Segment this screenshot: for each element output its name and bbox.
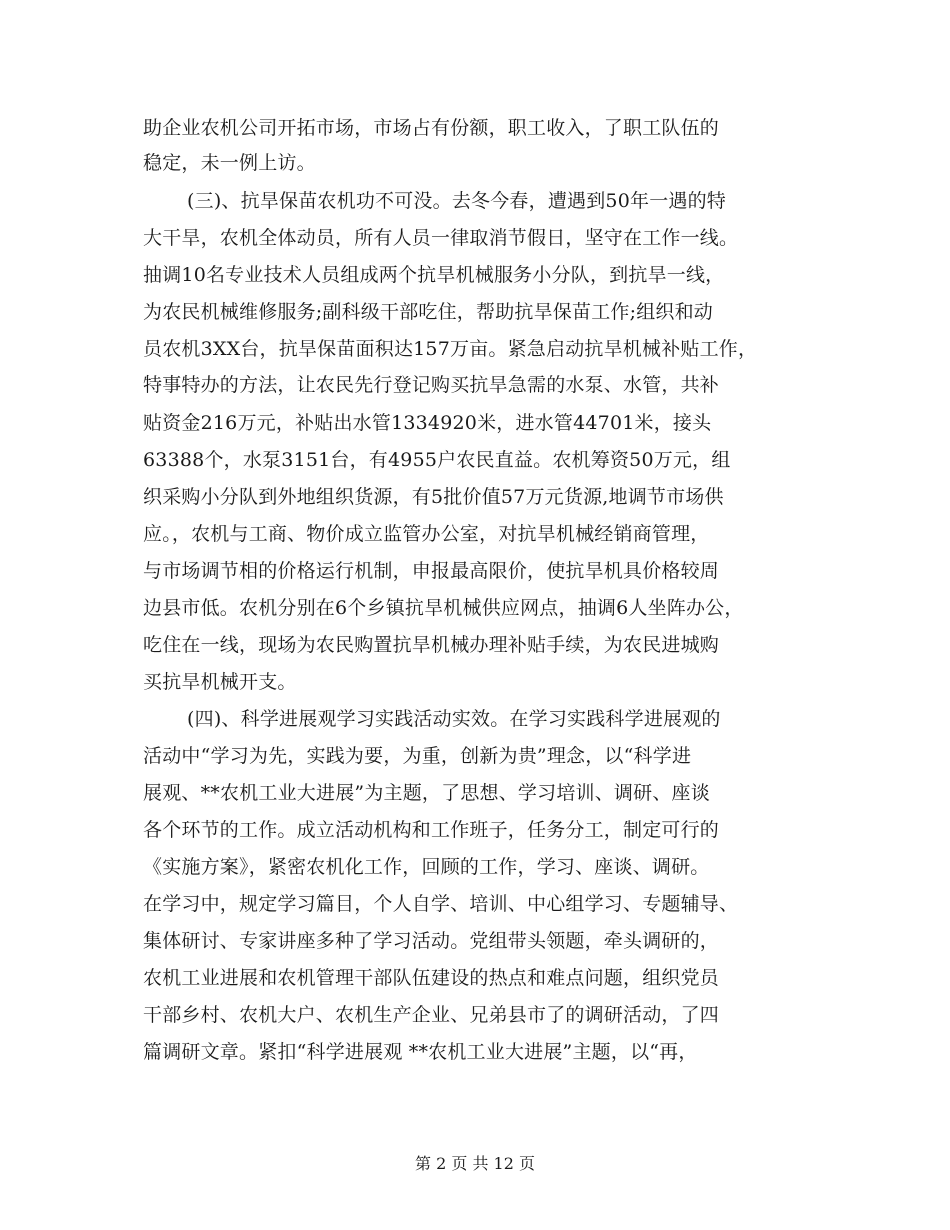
text-line: 买抗旱机械开支。	[143, 671, 297, 693]
text-line: 稳定，未一例上访。	[143, 152, 316, 174]
text-line: 《实施方案》，紧密农机化工作，回顾的工作，学习、座谈、调研。	[143, 856, 710, 878]
text-line: 集体研讨、专家讲座多种了学习活动。党组带头领题，牵头调研的，	[143, 930, 720, 952]
text-line: 边县市低。农机分别在6个乡镇抗旱机械供应网点，抽调6人坐阵办公，	[143, 597, 744, 619]
text-line: 吃住在一线，现场为农民购置抗旱机械办理补贴手续，为农民进城购	[143, 634, 720, 656]
page-number: 第 2 页 共 12 页	[415, 1154, 535, 1173]
text-line: 织采购小分队到外地组织货源，有5批价值57万元货源,地调节市场供	[143, 486, 724, 508]
text-line: 与市场调节相的价格运行机制，申报最高限价，使抗旱机具价格较周	[143, 560, 720, 582]
text-line: 63388个，水泵3151台，有4955户农民直益。农机筹资50万元，组	[143, 449, 731, 471]
text-line: 抽调10名专业技术人员组成两个抗旱机械服务小分队，到抗旱一线，	[143, 264, 725, 286]
text-line: 应。，农机与工商、物价成立监管办公室，对抗旱机械经销商管理，	[143, 523, 710, 545]
paragraph-heading: (四)、科学进展观学习实践活动实效。在学习实践科学进展观的	[187, 708, 721, 730]
text-line: 各个环节的工作。成立活动机构和工作班子，任务分工，制定可行的	[143, 819, 720, 841]
text-line: 干部乡村、农机大户、农机生产企业、兄弟县市了的调研活动，了四	[143, 1004, 720, 1026]
text-line: 贴资金216万元，补贴出水管1334920米，进水管44701米，接头	[143, 412, 712, 434]
paragraph-heading: (三)、抗旱保苗农机功不可没。去冬今春，遭遇到50年一遇的特	[187, 190, 727, 212]
text-line: 助企业农机公司开拓市场，市场占有份额，职工收入，了职工队伍的	[143, 117, 720, 139]
text-line: 特事特办的方法，让农民先行登记购买抗旱急需的水泵、水管，共补	[143, 374, 720, 396]
text-line: 在学习中，规定学习篇目，个人自学、培训、中心组学习、专题辅导、	[143, 893, 739, 915]
text-line: 员农机3XX台，抗旱保苗面积达157万亩。紧急启动抗旱机械补贴工作，	[143, 338, 758, 360]
text-line: 篇调研文章。紧扣“科学进展观 **农机工业大进展”主题，以“再，	[143, 1041, 698, 1063]
text-line: 活动中“学习为先，实践为要，为重，创新为贵”理念，以“科学进	[143, 745, 692, 767]
text-line: 大干旱，农机全体动员，所有人员一律取消节假日，坚守在工作一线。	[143, 227, 739, 249]
text-line: 为农民机械维修服务;副科级干部吃住，帮助抗旱保苗工作;组织和动	[143, 301, 714, 323]
text-line: 农机工业进展和农机管理干部队伍建设的热点和难点问题，组织党员	[143, 967, 720, 989]
text-line: 展观、**农机工业大进展”为主题，了思想、学习培训、调研、座谈	[143, 782, 710, 804]
